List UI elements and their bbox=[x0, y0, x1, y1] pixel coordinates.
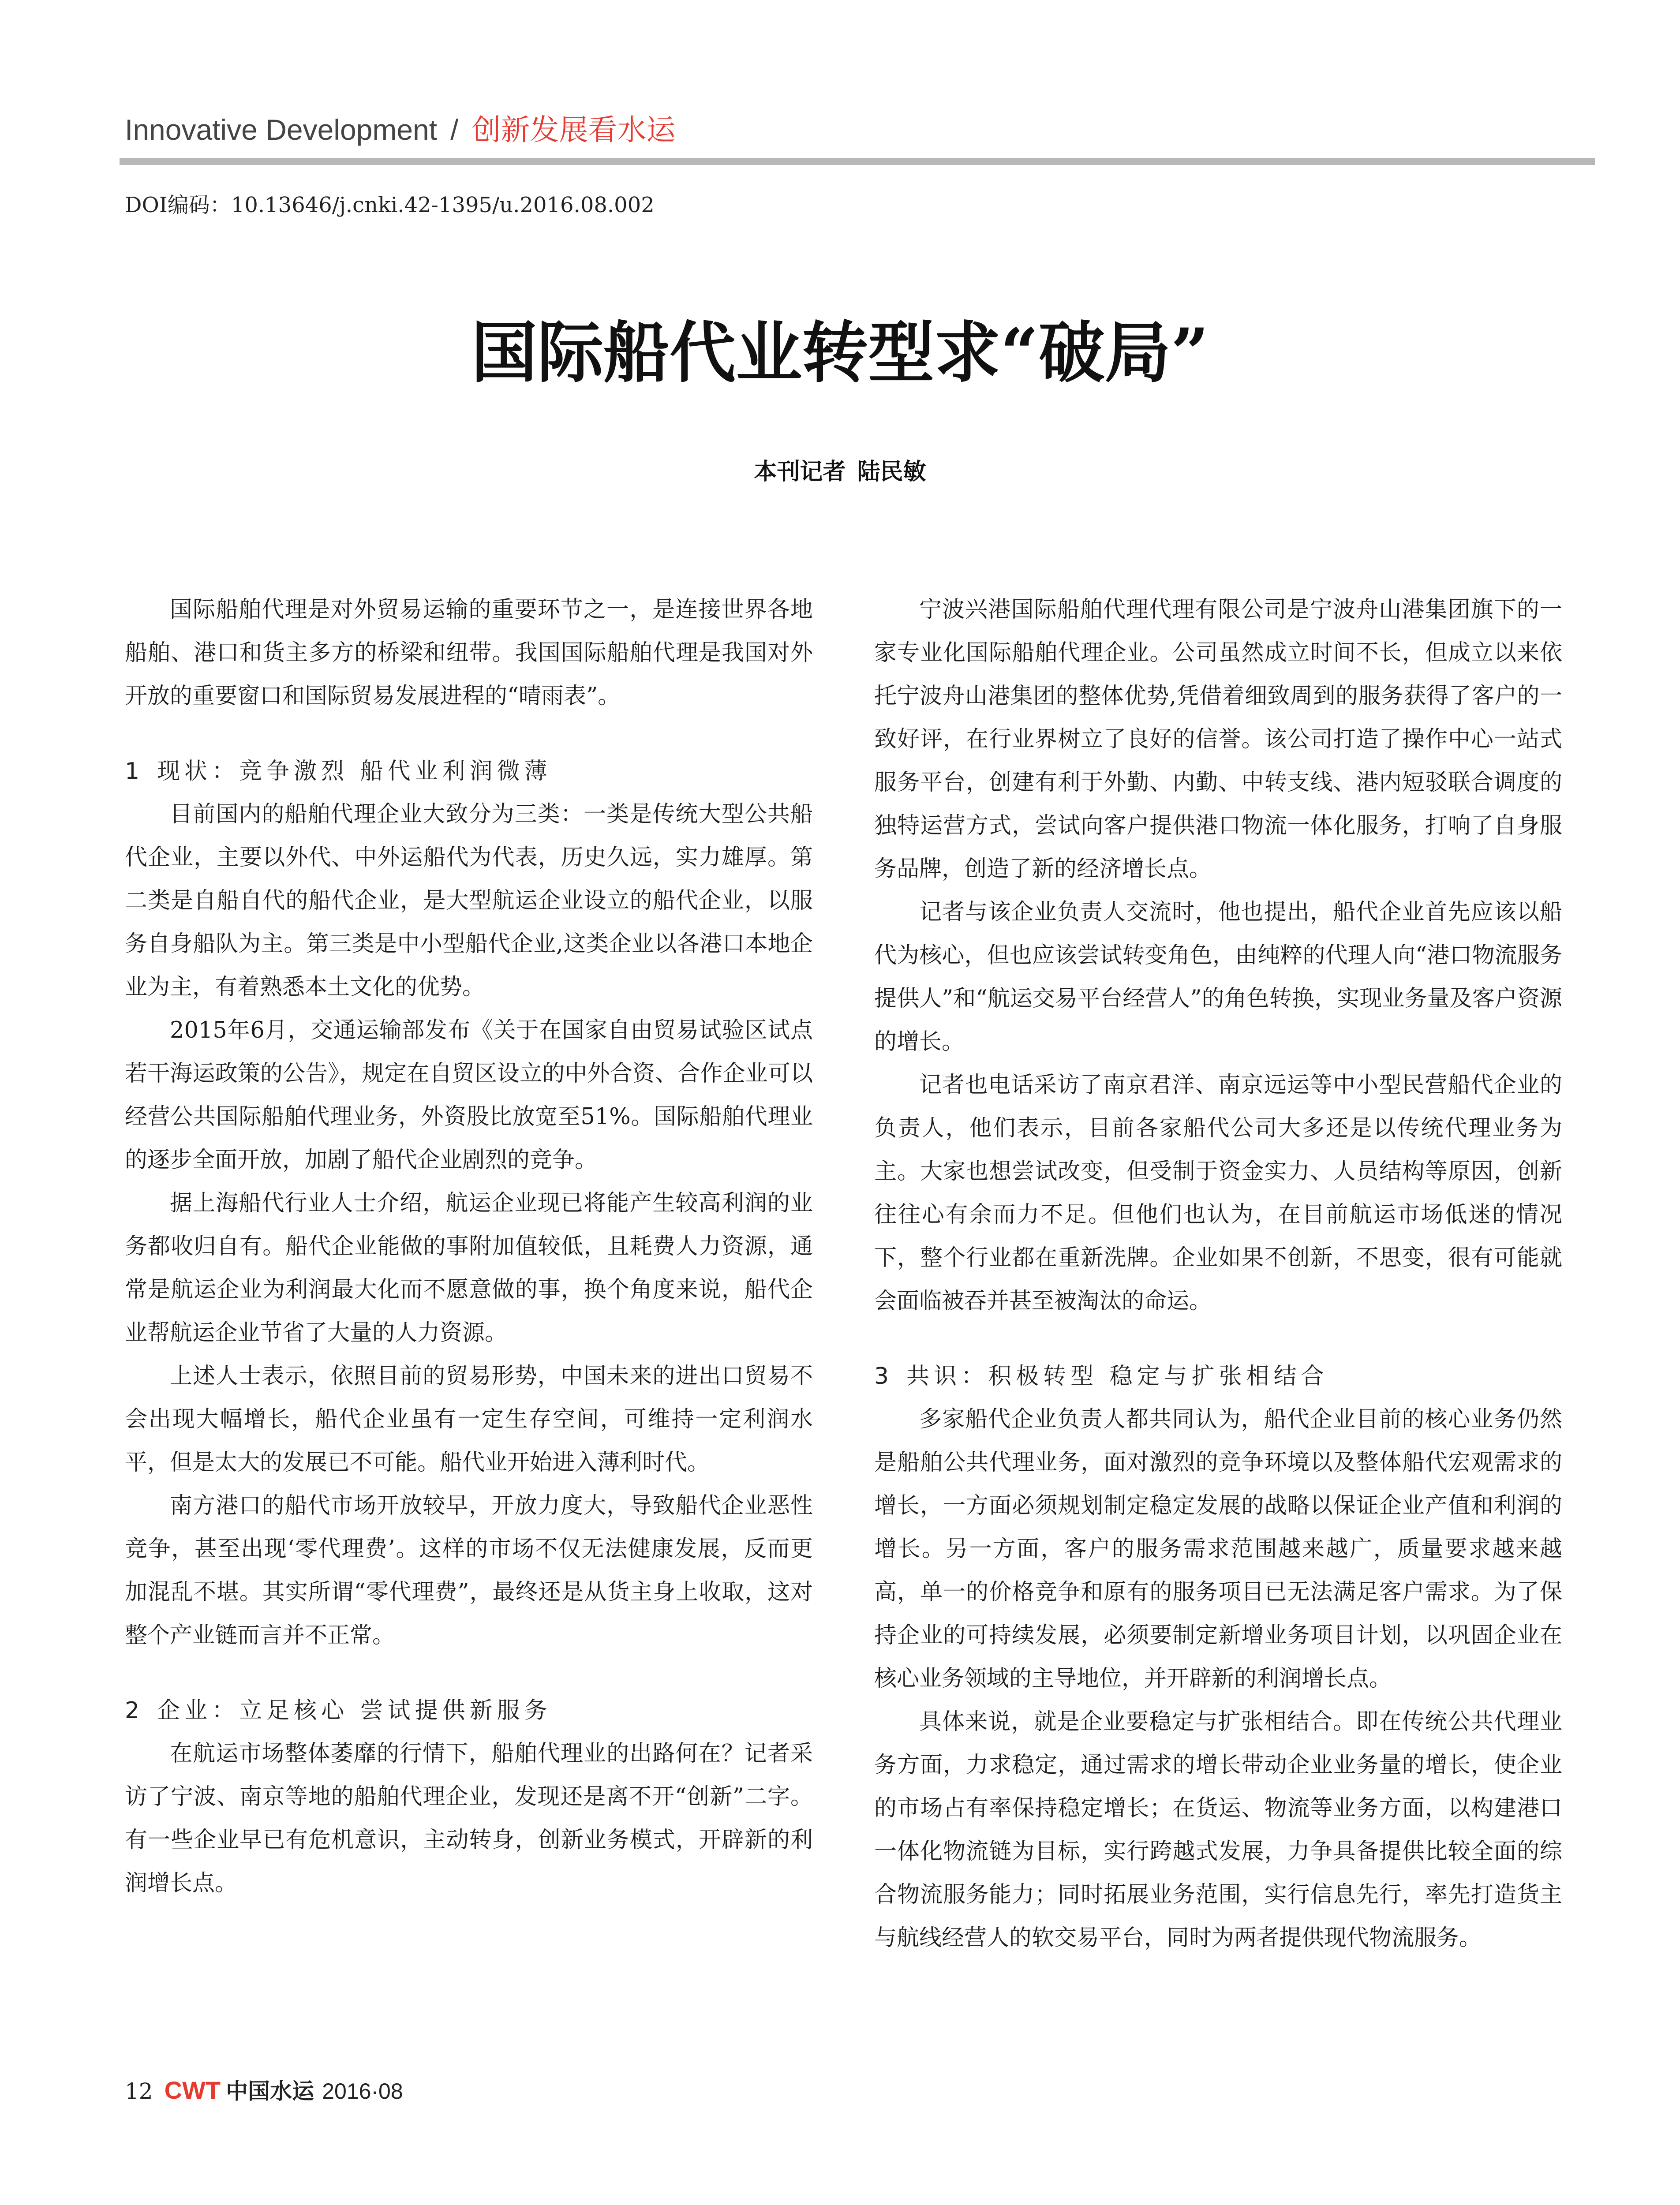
byline-author: 陆民敏 bbox=[857, 459, 926, 485]
body-paragraph: 记者也电话采访了南京君洋、南京远运等中小型民营船代企业的负责人，他们表示，目前各家船代公司大多还是以传统代理业务为主。大家也想尝试改变，但受制于资金实力、人员结构等原因，创新往往心有余而力不足。但他们也认为，在目前航运市场低迷的情况下，整个行业都在重新洗牌。企业如果不创新，不思变，很有可能就会面临被吞并甚至被淘汰的命运。 bbox=[874, 1072, 1562, 1314]
body-paragraph: 2015年6月，交通运输部发布《关于在国家自由贸易试验区试点若干海运政策的公告》，规定在自贸区设立的中外合资、合作企业可以经营公共国际船舶代理业务，外资股比放宽至51%。国际船舶代理业的逐步全面开放，加剧了船代企业剧烈的竞争。 bbox=[125, 1017, 813, 1173]
section-title: 竞争激烈 船代业利润微薄 bbox=[239, 758, 552, 785]
body-paragraph: 南方港口的船代市场开放较早，开放力度大，导致船代企业恶性竞争，甚至出现‘零代理费’。这样的市场不仅无法健康发展，反而更加混乱不堪。其实所谓“零代理费”，最终还是从货主身上收取，这对整个产业链而言并不正常。 bbox=[125, 1493, 813, 1648]
issue-number: 2016·08 bbox=[322, 2079, 403, 2104]
section-label: 共识： bbox=[906, 1363, 989, 1390]
byline-role: 本刊记者 bbox=[754, 459, 846, 485]
right-column bbox=[874, 588, 1562, 1960]
intro-paragraph: 国际船舶代理是对外贸易运输的重要环节之一，是连接世界各地船舶、港口和货主多方的桥梁和纽带。我国国际船舶代理是我国对外开放的重要窗口和国际贸易发展进程的“晴雨表”。 bbox=[125, 597, 813, 709]
section-label: 现状： bbox=[157, 758, 239, 785]
body-paragraph: 宁波兴港国际船舶代理代理有限公司是宁波舟山港集团旗下的一家专业化国际船舶代理企业。公司虽然成立时间不长，但成立以来依托宁波舟山港集团的整体优势,凭借着细致周到的服务获得了客户的一致好评，在行业界树立了良好的信誉。该公司打造了操作中心一站式服务平台，创建有利于外勤、内勤、中转支线、港内短驳联合调度的独特运营方式，尝试向客户提供港口物流一体化服务，打响了自身服务品牌，创造了新的经济增长点。 bbox=[874, 597, 1562, 882]
magazine-name: 中国水运 bbox=[226, 2078, 314, 2104]
section-2-heading bbox=[125, 1689, 813, 1732]
header-rule bbox=[120, 158, 1595, 165]
body-paragraph: 多家船代企业负责人都共同认为，船代企业目前的核心业务仍然是船舶公共代理业务，面对激烈的竞争环境以及整体船代宏观需求的增长，一方面必须规划制定稳定发展的战略以保证企业产值和利润的增长。另一方面，客户的服务需求范围越来越广，质量要求越来越高，单一的价格竞争和原有的服务项目已无法满足客户需求。为了保持企业的可持续发展，必须要制定新增业务项目计划，以巩固企业在核心业务领域的主导地位，并开辟新的利润增长点。 bbox=[874, 1406, 1562, 1692]
section-label: 企业： bbox=[157, 1697, 239, 1724]
magazine-logo: CWT bbox=[164, 2076, 221, 2104]
article-title: 国际船代业转型求“破局” bbox=[471, 314, 1209, 392]
section-title: 积极转型 稳定与扩张相结合 bbox=[988, 1363, 1328, 1390]
body-paragraph: 记者与该企业负责人交流时，他也提出，船代企业首先应该以船代为核心，但也应该尝试转变角色，由纯粹的代理人向“港口物流服务提供人”和“航运交易平台经营人”的角色转换，实现业务量及客户资源的增长。 bbox=[874, 899, 1562, 1055]
section-name-en: Innovative Development bbox=[125, 113, 438, 146]
body-paragraph: 据上海船代行业人士介绍，航运企业现已将能产生较高利润的业务都收归自有。船代企业能做的事附加值较低，且耗费人力资源，通常是航运企业为利润最大化而不愿意做的事，换个角度来说，船代企业帮航运企业节省了大量的人力资源。 bbox=[125, 1190, 813, 1346]
header-separator: / bbox=[450, 113, 459, 146]
body-paragraph: 具体来说，就是企业要稳定与扩张相结合。即在传统公共代理业务方面，力求稳定，通过需求的增长带动企业业务量的增长，使企业的市场占有率保持稳定增长；在货运、物流等业务方面，以构建港口一体化物流链为目标，实行跨越式发展，力争具备提供比较全面的综合物流服务能力；同时拓展业务范围，实行信息先行，率先打造货主与航线经营人的软交易平台，同时为两者提供现代物流服务。 bbox=[874, 1709, 1562, 1951]
page-number: 12 bbox=[125, 2078, 153, 2104]
running-header bbox=[125, 108, 675, 152]
page-footer bbox=[125, 2073, 403, 2108]
section-number: 1 bbox=[125, 758, 144, 785]
section-3-heading bbox=[874, 1355, 1562, 1398]
doi-line: DOI编码：10.13646/j.cnki.42-1395/u.2016.08.002 bbox=[125, 193, 655, 217]
section-title: 立足核心 尝试提供新服务 bbox=[239, 1697, 552, 1724]
body-paragraph: 在航运市场整体萎靡的行情下，船舶代理业的出路何在？记者采访了宁波、南京等地的船舶代理企业，发现还是离不开“创新”二字。有一些企业早已有危机意识，主动转身，创新业务模式，开辟新的利润增长点。 bbox=[125, 1741, 813, 1896]
section-number: 3 bbox=[874, 1363, 894, 1390]
body-paragraph: 上述人士表示，依照目前的贸易形势，中国未来的进出口贸易不会出现大幅增长，船代企业虽有一定生存空间，可维持一定利润水平，但是太大的发展已不可能。船代业开始进入薄利时代。 bbox=[125, 1363, 813, 1476]
section-name-cn: 创新发展看水运 bbox=[471, 113, 676, 147]
section-number: 2 bbox=[125, 1697, 144, 1724]
byline bbox=[0, 454, 1680, 490]
section-1-heading bbox=[125, 750, 813, 793]
body-paragraph: 目前国内的船舶代理企业大致分为三类：一类是传统大型公共船代企业，主要以外代、中外运船代为代表，历史久远，实力雄厚。第二类是自船自代的船代企业，是大型航运企业设立的船代企业，以服务自身船队为主。第三类是中小型船代企业,这类企业以各港口本地企业为主，有着熟悉本土文化的优势。 bbox=[125, 801, 813, 1000]
left-column bbox=[125, 588, 813, 1905]
